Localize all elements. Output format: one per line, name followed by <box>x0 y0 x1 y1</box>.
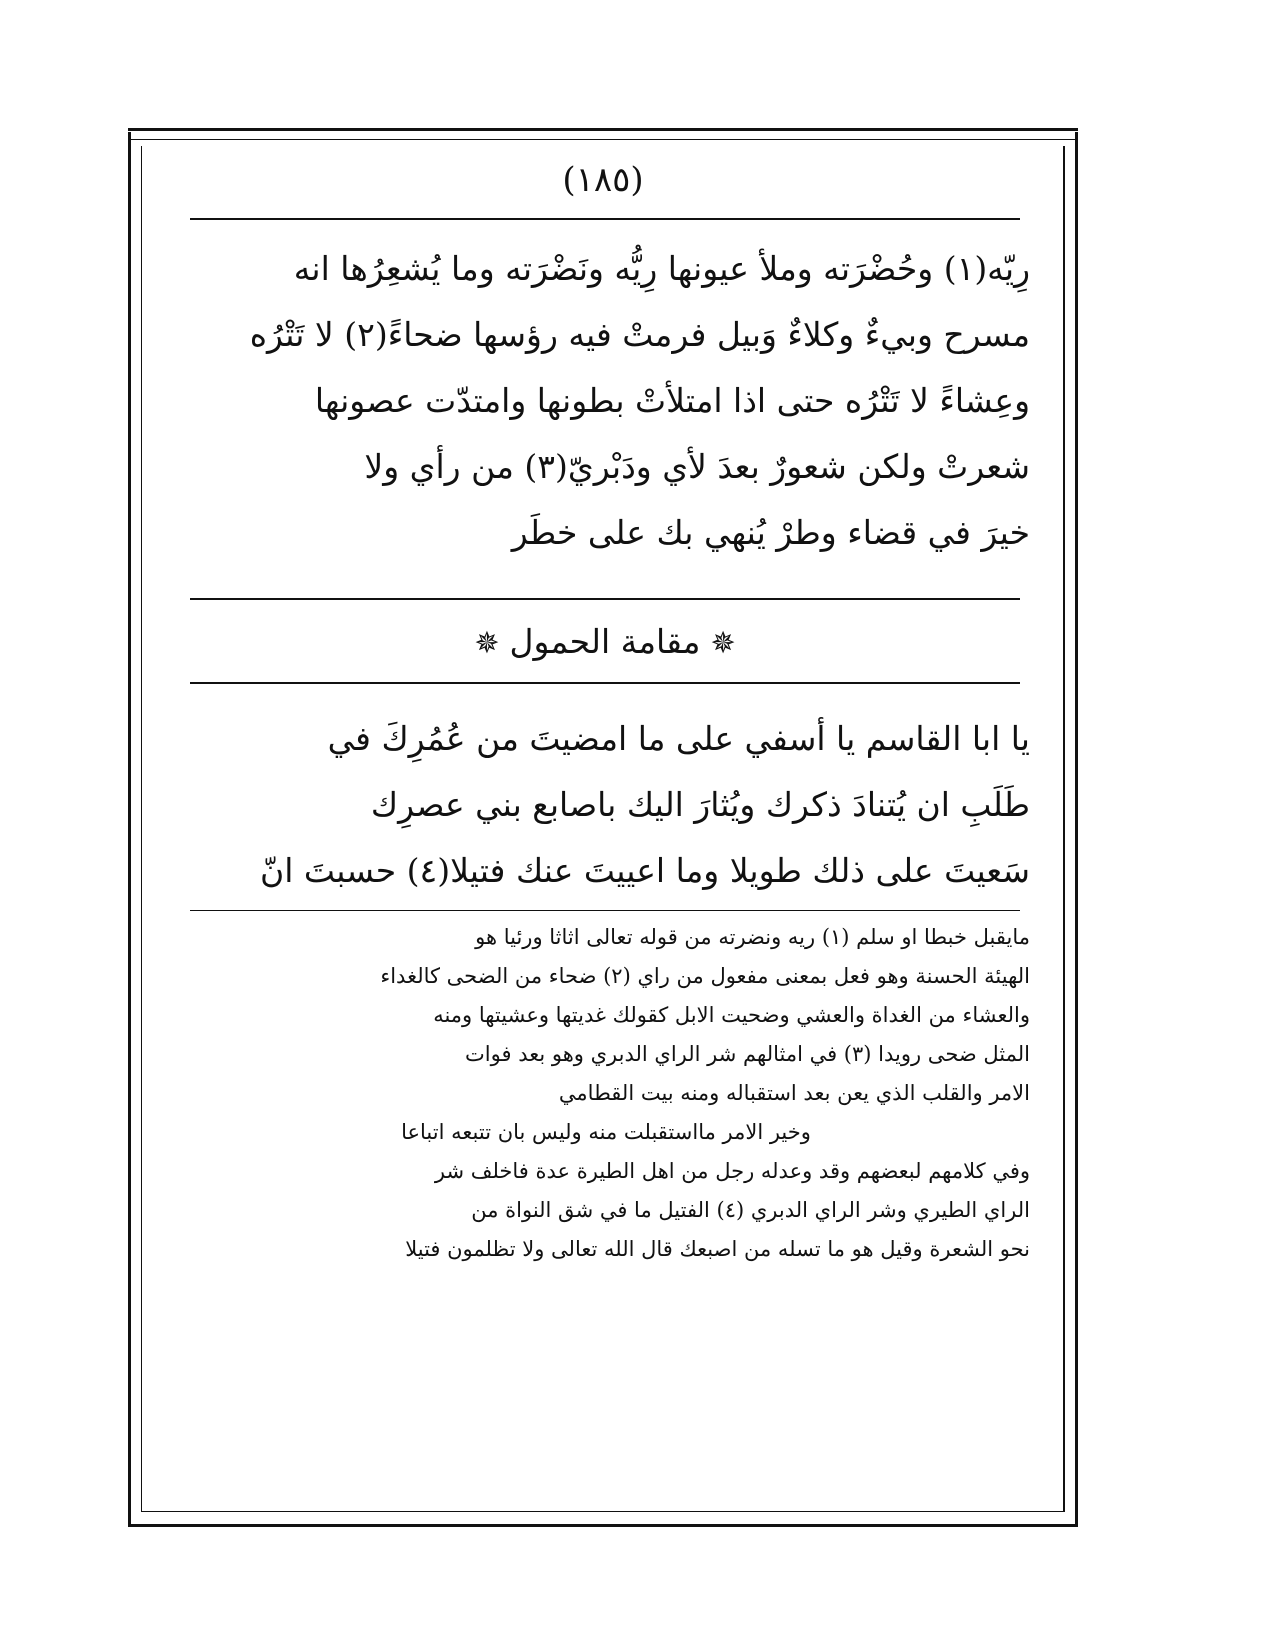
text-line: خيرَ في قضاء وطرْ يُنهي بك على خطَر <box>511 513 1030 552</box>
footnote-line: وفي كلامهم لبعضهم وقد وعدله رجل من اهل الطيرة عدة فاخلف شر <box>434 1159 1030 1183</box>
section-title <box>190 622 1020 661</box>
footnote-line: المثل ضحى رويدا (٣) في امثالهم شر الراي الدبري وهو بعد فوات <box>465 1042 1030 1066</box>
text-line: سَعيتَ على ذلك طويلا وما اعييتَ عنك فتيلا(٤) حسبتَ انّ <box>260 851 1030 890</box>
page-number: (١٨٥) <box>562 160 644 200</box>
footnote-line: الراي الطيري وشر الراي الدبري (٤) الفتيل ما في شق النواة من <box>471 1198 1030 1222</box>
section-title-text: مقامة الحمول <box>509 622 701 661</box>
ornament-star-icon: ✵ <box>474 626 500 661</box>
text-line: يا ابا القاسم يا أسفي على ما امضيتَ من عُمُرِكَ في <box>327 719 1030 758</box>
text-line: رِيّه(١) وحُضْرَته وملأ عيونها رِيُّه ونَضْرَته وما يُشعِرُها انه <box>293 249 1030 288</box>
section-rule-bottom <box>190 682 1020 684</box>
footnote-line: والعشاء من الغداة والعشي وضحيت الابل كقولك غديتها وعشيتها ومنه <box>433 1003 1030 1027</box>
header-rule <box>190 218 1020 220</box>
footnotes-block <box>182 918 1030 1269</box>
section-text-block <box>180 706 1030 904</box>
section-rule-top <box>190 598 1020 600</box>
footnote-rule <box>190 910 1020 911</box>
text-line: وعِشاءً لا تَتْرُه حتى اذا امتلأتْ بطونها وامتدّت عصونها <box>314 381 1030 420</box>
ornament-star-icon: ✵ <box>710 626 736 661</box>
footnote-line: نحو الشعرة وقيل هو ما تسله من اصبعك قال الله تعالى ولا تظلمون فتيلا <box>405 1237 1030 1261</box>
text-line: مسرح وبيءٌ وكلاءٌ وَبيل فرمتْ فيه رؤسها ضحاءً(٢) لا تَتْرُه <box>249 315 1030 354</box>
text-line: طَلَبِ ان يُتنادَ ذكرك ويُثارَ اليك باصابع بني عصرِك <box>370 785 1030 824</box>
footnote-verse: وخير الامر مااستقبلت منه وليس بان تتبعه اتباعا <box>401 1120 811 1144</box>
footnote-line: الهيئة الحسنة وهو فعل بمعنى مفعول من راي (٢) ضحاء من الضحى كالغداء <box>380 964 1030 988</box>
top-text-block <box>180 236 1030 566</box>
footnote-line: الامر والقلب الذي يعن بعد استقباله ومنه بيت القطامي <box>558 1081 1030 1105</box>
text-line: شعرتْ ولكن شعورٌ بعدَ لأي ودَبْريّ(٣) من رأي ولا <box>364 447 1030 486</box>
footnote-line: مايقبل خبطا او سلم (١) ريه ونضرته من قوله تعالى اثاثا ورئيا هو <box>475 925 1030 949</box>
